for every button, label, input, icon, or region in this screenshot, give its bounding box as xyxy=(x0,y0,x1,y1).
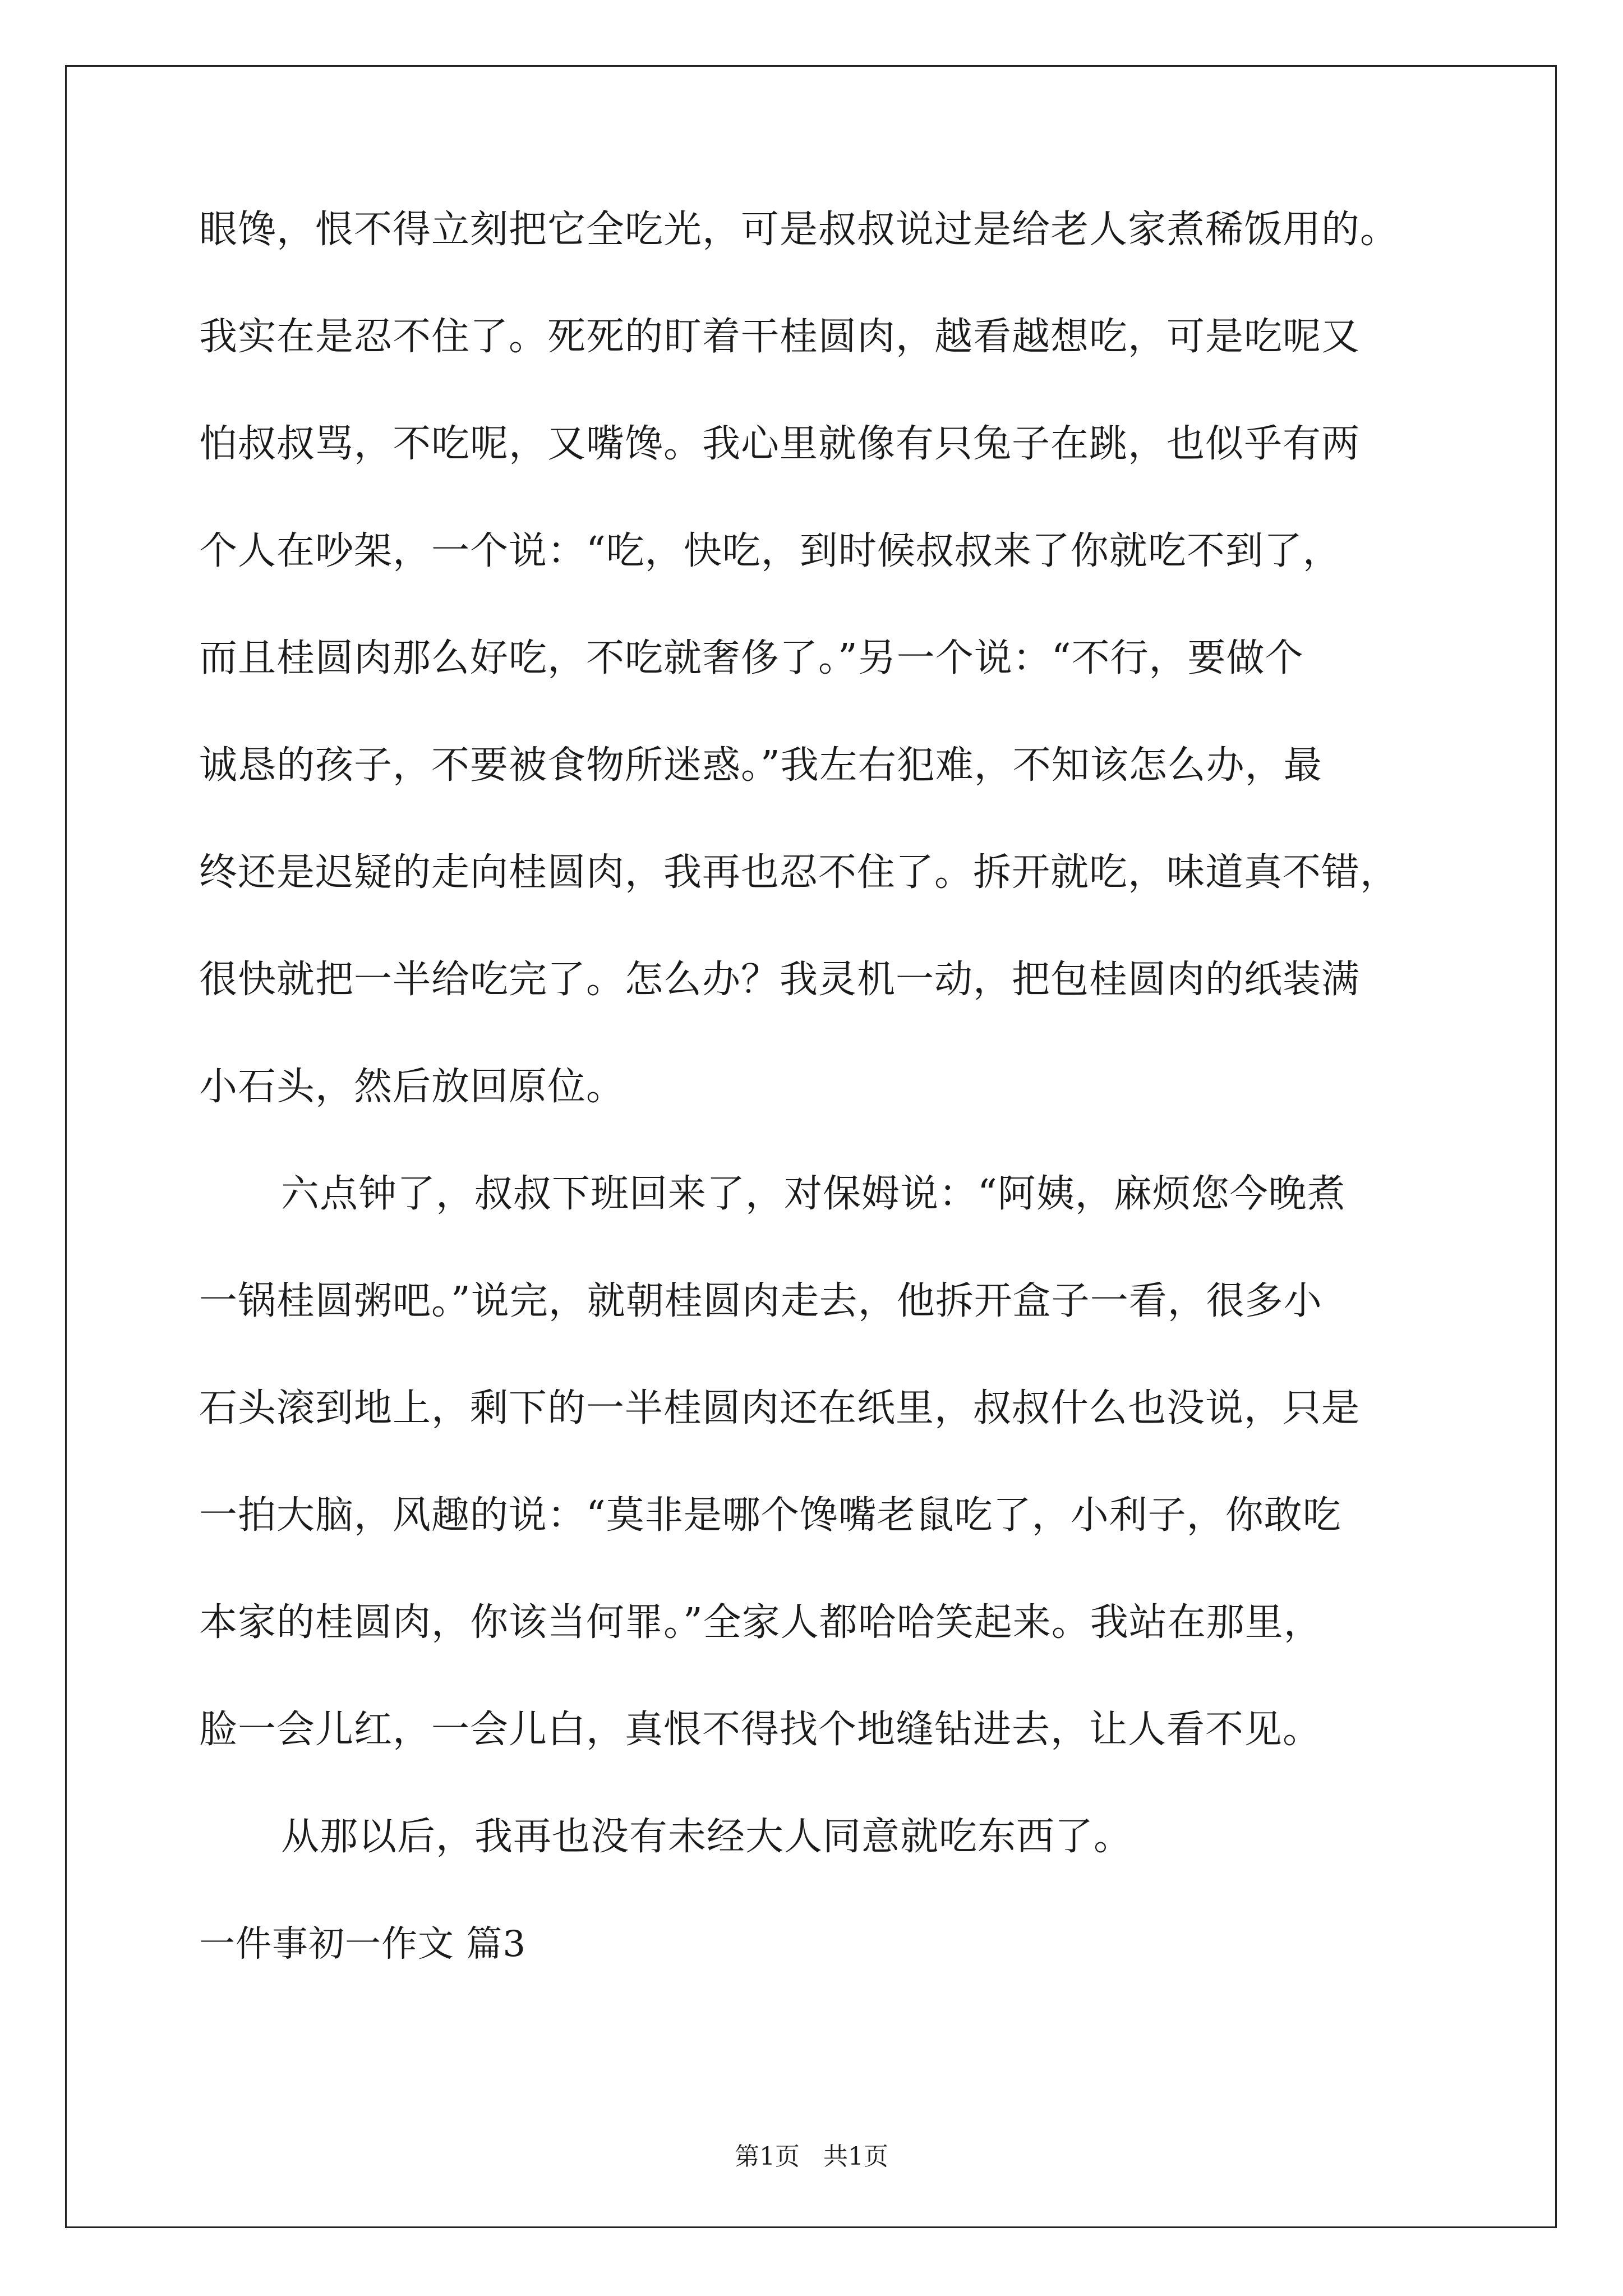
section-heading: 一件事初一作文 篇3 xyxy=(199,1924,527,1965)
text-line: 我实在是忍不住了。死死的盯着干桂圆肉，越看越想吃，可是吃呢又 xyxy=(199,315,1361,359)
text-line: 而且桂圆肉那么好吃，不吃就奢侈了。”另一个说：“不行，要做个 xyxy=(199,636,1304,680)
text-line: 本家的桂圆肉，你该当何罪。”全家人都哈哈笑起来。我站在那里， xyxy=(199,1600,1322,1645)
text-line: 个人在吵架，一个说：“吃，快吃，到时候叔叔来了你就吃不到了， xyxy=(199,529,1341,573)
text-line: 怕叔叔骂，不吃呢，又嘴馋。我心里就像有只兔子在跳，也似乎有两 xyxy=(199,422,1361,466)
paragraph-start-line: 从那以后，我再也没有未经大人同意就吃东西了。 xyxy=(281,1815,1133,1859)
text-line: 诚恳的孩子，不要被食物所迷惑。”我左右犯难，不知该怎么办，最 xyxy=(199,743,1322,788)
text-line: 一锅桂圆粥吧。”说完，就朝桂圆肉走去，他拆开盒子一看，很多小 xyxy=(199,1279,1322,1323)
text-line: 一拍大脑，风趣的说：“莫非是哪个馋嘴老鼠吃了，小利子，你敢吃 xyxy=(199,1493,1341,1538)
document-body xyxy=(199,202,1467,2023)
text-line: 终还是迟疑的走向桂圆肉，我再也忍不住了。拆开就吃，味道真不错， xyxy=(199,850,1399,895)
text-line: 脸一会儿红，一会儿白，真恨不得找个地缝钻进去，让人看不见。 xyxy=(199,1708,1322,1752)
text-line: 石头滚到地上，剩下的一半桂圆肉还在纸里，叔叔什么也没说，只是 xyxy=(199,1386,1361,1430)
text-line: 很快就把一半给吃完了。怎么办？我灵机一动，把包桂圆肉的纸装满 xyxy=(199,958,1361,1002)
text-line: 小石头，然后放回原位。 xyxy=(199,1065,625,1109)
page-number-footer: 第1页 共1页 xyxy=(735,2142,888,2171)
text-line: 眼馋，恨不得立刻把它全吃光，可是叔叔说过是给老人家煮稀饭用的。 xyxy=(199,208,1399,252)
paragraph-start-line: 六点钟了，叔叔下班回来了，对保姆说：“阿姨，麻烦您今晚煮 xyxy=(281,1172,1346,1216)
